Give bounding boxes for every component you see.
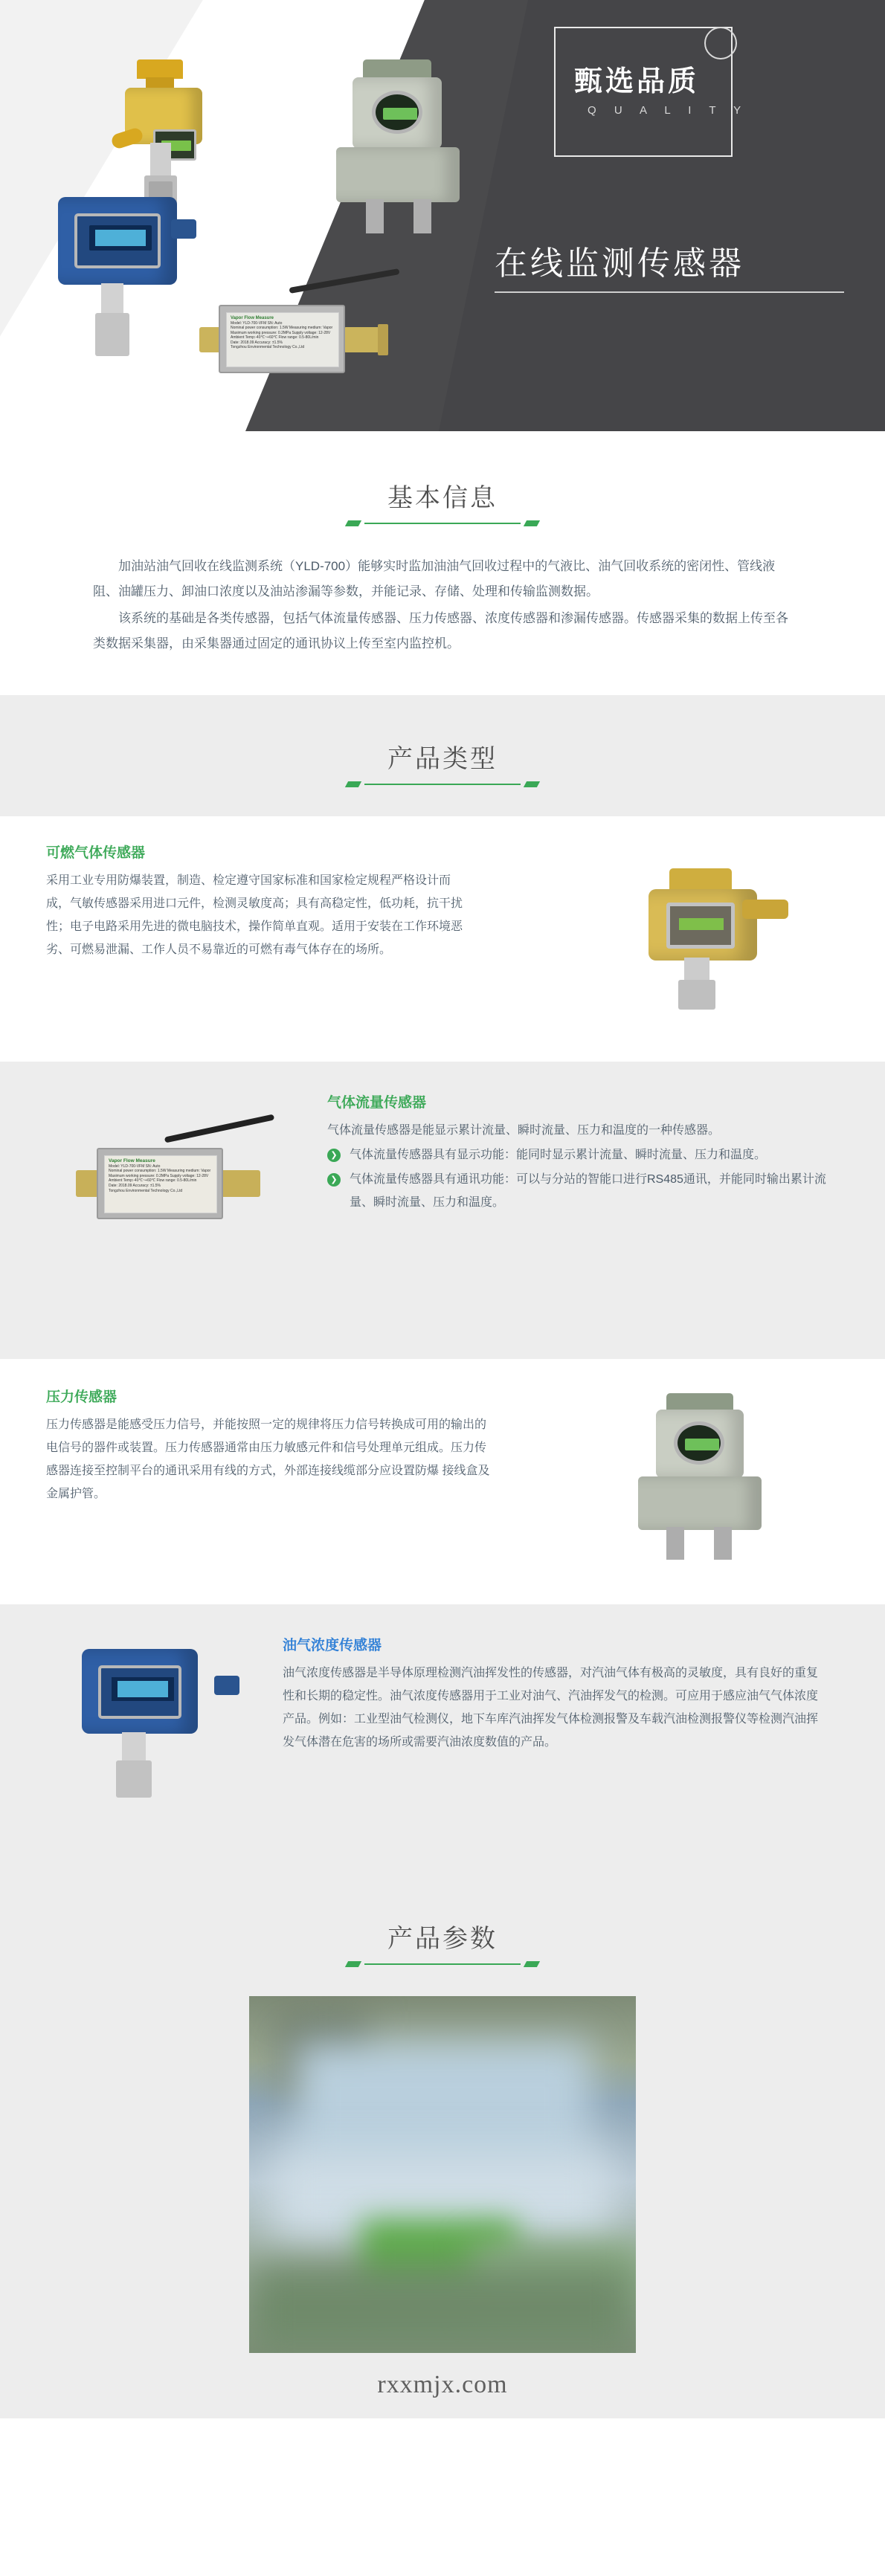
device-label-line-3: Ambient Temp:-40℃~+60℃ Flow range: 0.5-80L/min <box>231 335 319 340</box>
type-card-text: 压力传感器是能感受压力信号，并能按照一定的规律将压力信号转换成可用的输出的电信号的器件或装置。压力传感器通常由压力敏感元件和信号处理单元组成。压力传感器连接至控制平台的通讯采用有线的方式，外部连接线缆部分应设置防爆 接线盒及金属护管。 <box>46 1418 490 1500</box>
list-item <box>327 1168 840 1214</box>
title-underline <box>364 784 521 785</box>
device-label-line-4: Date: 2018.09 Accuracy: ±1.5% <box>109 1183 161 1188</box>
product-image-flow-meter <box>74 1136 260 1240</box>
product-image-pressure-transmitter <box>602 1390 796 1561</box>
hero-product-blue-detector <box>58 197 199 357</box>
hero-product-pressure-transmitter <box>320 59 483 245</box>
basic-info-paragraph-1: 加油站油气回收在线监测系统（YLD-700）能够实时监加油油气回收过程中的气液比、油气回收系统的密闭性、管线液阻、油罐压力、卸油口浓度以及油站渗漏等参数，并能记录、存储、处理和传输监测数据。 <box>93 559 776 598</box>
type-card-bullets <box>327 1143 840 1214</box>
chevron-right-icon: ❯ <box>327 1149 341 1162</box>
type-card-heading: 气体流量传感器 <box>327 1095 427 1111</box>
basic-info-text <box>93 554 792 656</box>
type-card-text: 油气浓度传感器是半导体原理检测汽油挥发性的传感器，对汽油气体有极高的灵敏度，具有良好的重复性和长期的稳定性。油气浓度传感器用于工业对油气、汽油挥发气的检测。可应用于感应油气气体浓度产品。例如：工业型油气检测仪，地下车库汽油挥发气体检测报警及车载汽油检测报警仪等检测汽油挥发气体潜在危害的场所或需要汽油浓度数值的产品。 <box>283 1667 819 1749</box>
type-card-gas-flow <box>0 1062 885 1359</box>
product-types-title-wrap <box>316 738 569 775</box>
hero-banner <box>0 0 885 431</box>
title-underline <box>364 1963 521 1965</box>
product-params-title: 产品参数 <box>387 1925 498 1953</box>
type-card-text: 采用工业专用防爆装置，制造、检定遵守国家标准和国家检定规程严格设计而成，气敏传感器采用进口元件，检测灵敏度高；具有高稳定性，低功耗，抗干扰性；电子电路采用先进的微电脑技术，操作简单直观。适用于安装在工作环境恶劣、可燃易泄漏、工作人员不易靠近的可燃有毒气体存在的场所。 <box>46 874 463 956</box>
product-image-combustible-gas-sensor <box>617 861 803 1010</box>
hero-subtitle-underline <box>495 291 844 293</box>
device-label-line-2: Maximum working pressure: 0.2MPa Supply voltage: 12-28V <box>231 330 331 335</box>
product-params-image <box>249 1996 636 2353</box>
type-card-pressure <box>0 1359 885 1604</box>
bullet-text: 气体流量传感器具有显示功能：能同时显示累计流量、瞬时流量、压力和温度。 <box>350 1149 767 1161</box>
device-label-line-5: Tongzhou Environmental Technology Co.,Ltd <box>231 345 305 349</box>
device-label-title: Vapor Flow Measure <box>231 316 274 320</box>
watermark: rxxmjx.com <box>0 2353 885 2418</box>
type-card-heading: 可燃气体传感器 <box>46 845 146 861</box>
product-params-title-wrap <box>316 1918 569 1954</box>
section-product-types <box>0 695 885 1879</box>
device-label-line-2: Maximum working pressure: 0.2MPa Supply voltage: 12-28V <box>109 1173 209 1178</box>
hero-product-flow-meter <box>199 297 400 394</box>
device-label-line-3: Ambient Temp:-40℃~+60℃ Flow range: 0.5-80L/min <box>109 1178 197 1184</box>
hero-badge-title: 甄选品质 <box>574 66 700 97</box>
device-label <box>226 312 339 367</box>
device-label-line-5: Tongzhou Environmental Technology Co.,Ltd <box>109 1188 183 1193</box>
product-types-title: 产品类型 <box>387 746 498 773</box>
chevron-right-icon: ❯ <box>327 1173 341 1187</box>
hero-decor-circle <box>704 27 737 59</box>
type-card-heading: 油气浓度传感器 <box>283 1638 382 1653</box>
hero-badge-subtitle: Q U A L I T Y <box>588 104 749 117</box>
basic-info-paragraph-2: 该系统的基础是各类传感器，包括气体流量传感器、压力传感器、浓度传感器和渗漏传感器。传感器采集的数据上传至各类数据采集器，由采集器通过固定的通讯协议上传至室内监控机。 <box>93 611 788 651</box>
device-label <box>104 1155 217 1213</box>
product-image-oil-gas-sensor <box>59 1642 245 1798</box>
type-card-combustible-gas <box>0 816 885 1062</box>
device-label-line-4: Date: 2018.09 Accuracy: ±1.5% <box>231 340 283 345</box>
title-underline <box>364 523 521 524</box>
type-card-oil-gas-concentration <box>0 1604 885 1850</box>
type-card-heading: 压力传感器 <box>46 1389 118 1405</box>
device-label-line-0: Model: YLD-700-VFM SN: Auto <box>231 320 283 326</box>
basic-info-title: 基本信息 <box>387 485 498 512</box>
bullet-text: 气体流量传感器具有通讯功能：可以与分站的智能口进行RS485通讯，并能同时输出累计流量、瞬时流量、压力和温度。 <box>350 1173 826 1209</box>
section-product-params <box>0 1879 885 2353</box>
device-label-line-1: Nominal power consumption: 1.5W Measuring medium: Vapor <box>231 326 333 330</box>
device-label-title: Vapor Flow Measure <box>109 1158 155 1163</box>
list-item <box>327 1143 840 1166</box>
section-basic-info <box>0 431 885 695</box>
basic-info-title-wrap <box>316 477 569 514</box>
type-card-text: 气体流量传感器是能显示累计流量、瞬时流量、压力和温度的一种传感器。 <box>327 1124 721 1137</box>
hero-subtitle: 在线监测传感器 <box>495 245 744 282</box>
device-label-line-0: Model: YLD-700-VFM SN: Auto <box>109 1163 161 1169</box>
device-label-line-1: Nominal power consumption: 1.5W Measuring medium: Vapor <box>109 1169 211 1174</box>
